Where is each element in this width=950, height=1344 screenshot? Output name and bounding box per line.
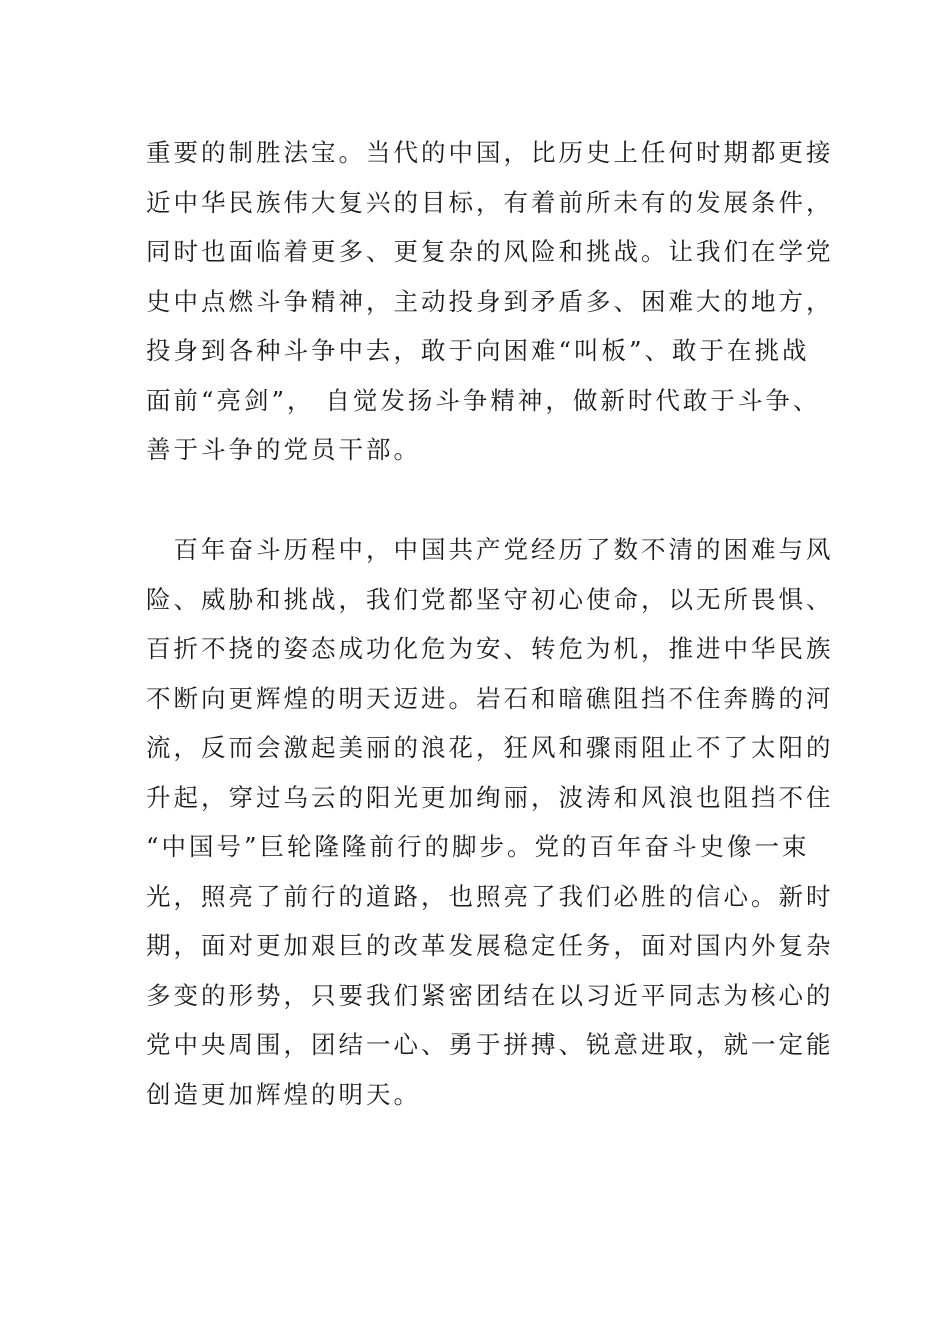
text-line: 多变的形势，只要我们紧密团结在以习近平同志为核心的 [146,980,834,1010]
paragraph-1 [146,128,834,475]
text-line: 百折不挠的姿态成功化危为安、转危为机，推进中华民族 [146,634,834,663]
text-line: 面前“亮剑”， 自觉发扬斗争精神，做新时代敢于斗争、 [146,385,821,415]
text-line: 党中央周围，团结一心、勇于拼搏、锐意进取，就一定能 [146,1030,834,1059]
text-line: 期，面对更加艰巨的改革发展稳定任务，面对国内外复杂 [146,931,834,960]
text-line: 光，照亮了前行的道路，也照亮了我们必胜的信心。新时 [146,881,834,911]
text-line: 重要的制胜法宝。当代的中国，比历史上任何时期都更接 [146,138,834,167]
text-line: “中国号”巨轮隆隆前行的脚步。党的百年奋斗史像一束 [146,832,810,861]
text-line: 百年奋斗历程中，中国共产党经历了数不清的困难与风 [146,535,834,564]
text-line: 同时也面临着更多、更复杂的风险和挑战。让我们在学党 [146,237,834,266]
text-line: 史中点燃斗争精神，主动投身到矛盾多、困难大的地方， [146,286,834,316]
text-line: 创造更加辉煌的明天。 [146,1079,421,1109]
text-line: 险、威胁和挑战，我们党都坚守初心使命，以无所畏惧、 [146,584,834,614]
text-line: 投身到各种斗争中去，敢于向困难“叫板”、敢于在挑战 [146,336,810,365]
text-line: 近中华民族伟大复兴的目标，有着前所未有的发展条件， [146,187,834,217]
text-line: 升起，穿过乌云的阳光更加绚丽，波涛和风浪也阻挡不住 [146,782,834,812]
text-line: 不断向更辉煌的明天迈进。岩石和暗礁阻挡不住奔腾的河 [146,683,834,713]
paragraph-2 [146,525,834,1119]
text-line: 善于斗争的党员干部。 [146,435,421,464]
text-line: 流，反而会激起美丽的浪花，狂风和骤雨阻止不了太阳的 [146,733,834,762]
